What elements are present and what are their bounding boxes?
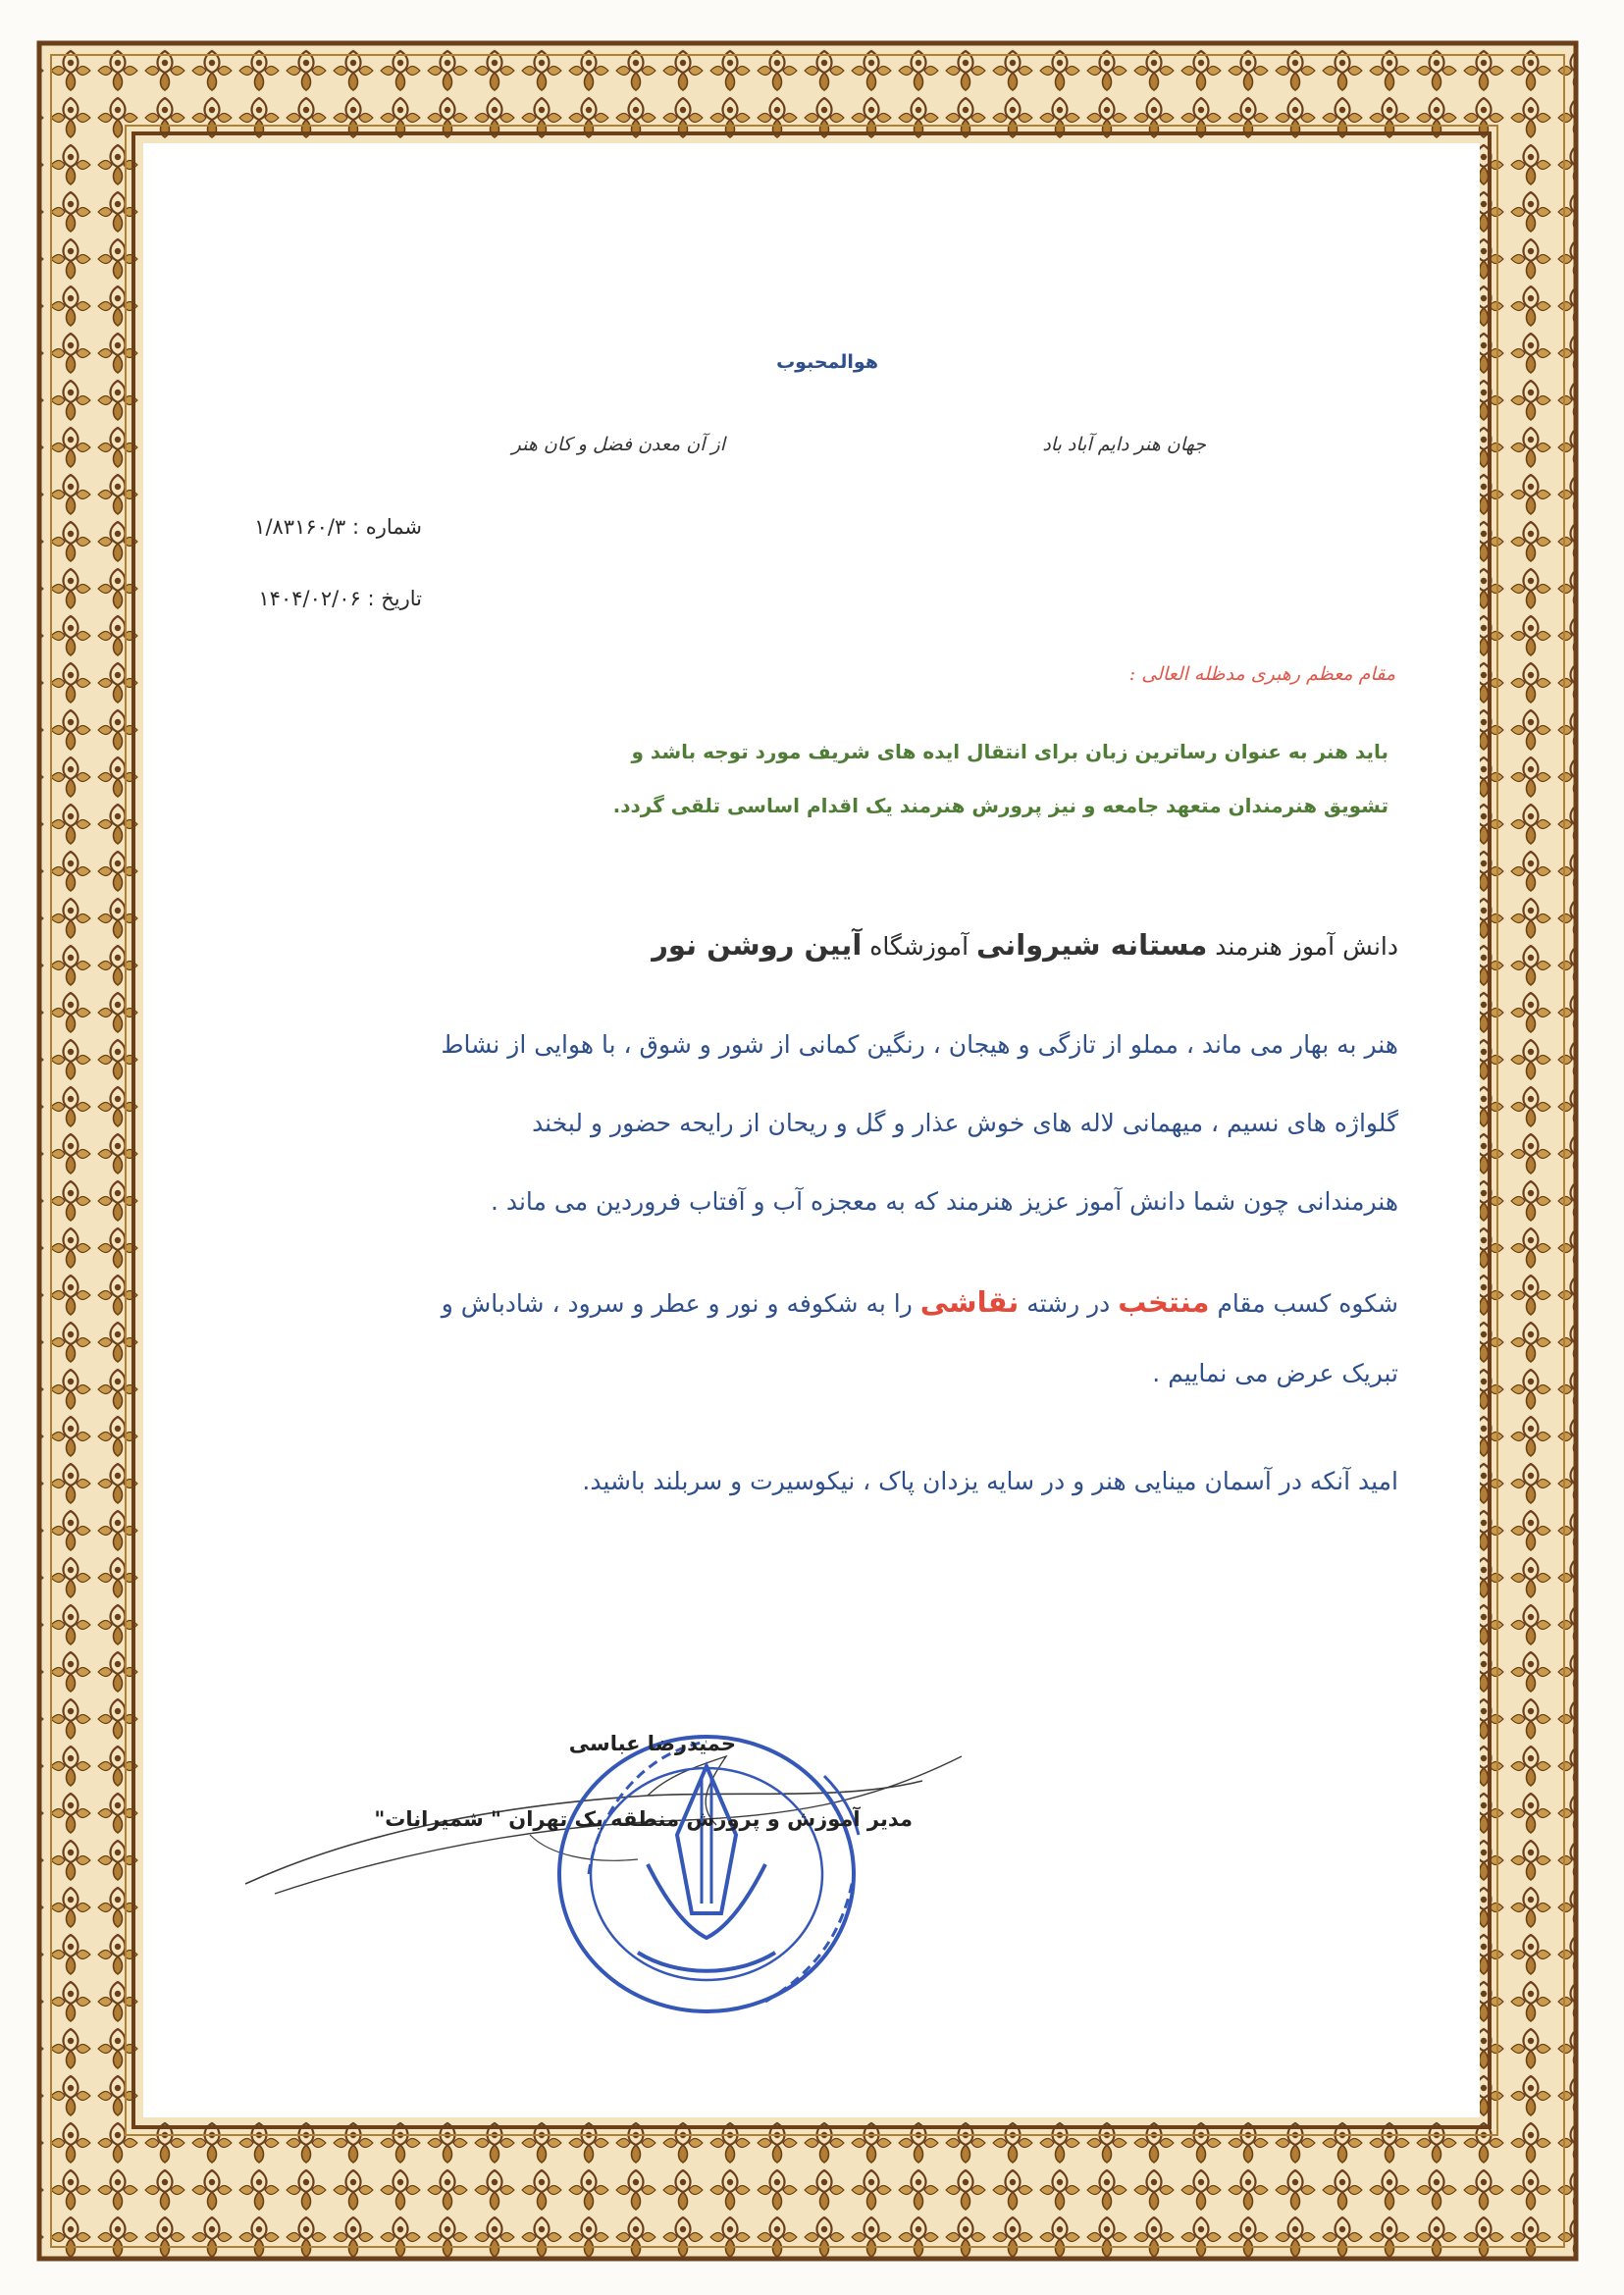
student-prefix: دانش آموز هنرمند [1215, 932, 1398, 961]
poem-line-1: جهان هنر دایم آباد باد [1042, 434, 1206, 455]
quote-attribution: مقام معظم رهبری مدظله العالی : [1128, 663, 1395, 685]
field-prefix: در رشته [1026, 1289, 1111, 1318]
signatory-name: حمیدرضا عباسی [568, 1732, 736, 1755]
achievement-prefix: شکوه کسب مقام [1217, 1289, 1398, 1318]
achievement-line-1 [442, 1285, 1398, 1319]
official-stamp [530, 1707, 903, 2031]
school-prefix: آموزشگاه [869, 932, 969, 961]
field-highlight: نقاشی [919, 1285, 1020, 1319]
rank-highlight: منتخب [1118, 1285, 1210, 1319]
closing-line: امید آنکه در آسمان مینایی هنر و در سایه یزدان پاک ، نیکوسیرت و سربلند باشید. [582, 1467, 1398, 1495]
signatory-title: مدیر آموزش و پرورش منطقه یک تهران " شمیرانات" [374, 1807, 913, 1831]
student-name: مستانه شیروانی [975, 928, 1208, 962]
quote-line-1: باید هنر به عنوان رساترین زبان برای انتقال ایده های شریف مورد توجه باشد و [631, 740, 1388, 763]
certificate-heading: هوالمحبوب [776, 351, 878, 373]
quote-line-2: تشویق هنرمندان متعهد جامعه و نیز پرورش هنرمند یک اقدام اساسی تلقی گردد. [612, 794, 1388, 817]
letter-number: شماره : ۱/۸۳۱۶۰/۳ [254, 515, 422, 539]
paragraph-1-line-3: هنرمندانی چون شما دانش آموز عزیز هنرمند که به معجزه آب و آفتاب فروردین می ماند . [490, 1187, 1398, 1216]
paragraph-1-line-2: گلواژه های نسیم ، میهمانی لاله های خوش عذار و گل و ریحان از رایحه حضور و لبخند [532, 1109, 1398, 1137]
paragraph-1-line-1: هنر به بهار می ماند ، مملو از تازگی و هیجان ، رنگین کمانی از شور و شوق ، با هوایی از نشاط [441, 1030, 1398, 1059]
letter-date: تاریخ : ۱۴۰۴/۰۲/۰۶ [258, 587, 422, 610]
poem-line-2: از آن معدن فضل و کان هنر [511, 434, 725, 455]
school-name: آیین روشن نور [652, 928, 863, 962]
student-line [652, 928, 1398, 962]
achievement-suffix: را به شکوفه و نور و عطر و سرود ، شادباش و [441, 1289, 913, 1318]
achievement-line-2: تبریک عرض می نماییم . [1152, 1359, 1398, 1387]
